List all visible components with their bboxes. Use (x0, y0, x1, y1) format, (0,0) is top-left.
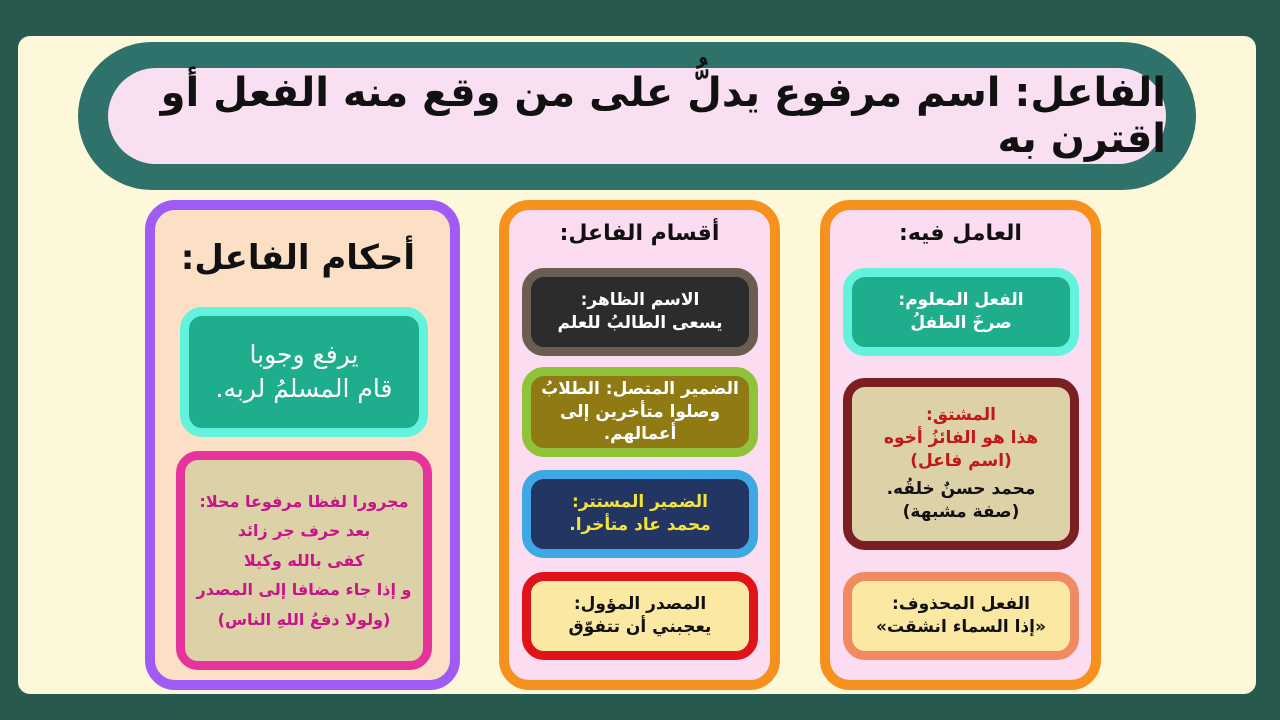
aqsam-explicit-noun-label: الاسم الظاهر: (580, 290, 700, 311)
ahkam-nominative-box (180, 307, 428, 437)
ahkam-genitive-example2: (ولولا دفعُ اللهِ الناس) (217, 609, 391, 629)
amil-omitted-verb-box (843, 572, 1079, 660)
aqsam-explicit-noun-example: يسعى الطالبُ للعلم (557, 313, 723, 333)
ahkam-genitive-example: كفى بالله وكيلا (243, 550, 365, 570)
aqsam-heading: أقسام الفاعل: (559, 221, 720, 246)
ahkam-genitive-rule: مجرورا لفظا مرفوعا محلا: (199, 491, 409, 511)
amil-omitted-verb-example: «إذا السماء انشقت» (876, 617, 1046, 637)
amil-omitted-verb-label: الفعل المحذوف: (892, 594, 1030, 615)
amil-known-verb-box (843, 268, 1079, 356)
aqsam-attached-pronoun-label: الضمير المتصل: الطلابُ (541, 378, 739, 399)
amil-derivative-note2: (صفة مشبهة) (902, 502, 1020, 523)
aqsam-interpreted-masdar-example: يعجبني أن تتفوّق (568, 617, 712, 637)
amil-known-verb-example: صرخَ الطفلُ (910, 313, 1012, 333)
aqsam-hidden-pronoun-example: محمد عاد متأخرا. (569, 515, 711, 535)
aqsam-hidden-pronoun-box (522, 470, 758, 558)
amil-derivative-box (843, 378, 1079, 550)
ahkam-genitive-box (176, 451, 432, 670)
page-title: الفاعل: اسم مرفوع يدلُّ على من وقع منه الفعل أو اقترن به (160, 70, 1166, 162)
amil-derivative-label: المشتق: (926, 404, 996, 425)
aqsam-explicit-noun-box (522, 268, 758, 356)
aqsam-hidden-pronoun-label: الضمير المستتر: (572, 492, 708, 513)
aqsam-attached-pronoun-example: وصلوا متأخرين إلى أعمالهم. (559, 401, 721, 445)
aqsam-interpreted-masdar-box (522, 572, 758, 660)
amil-derivative-example2: محمد حسنٌ خلقُه. (886, 479, 1036, 500)
ahkam-genitive-condition2: و إذا جاء مضافا إلى المصدر (196, 580, 412, 600)
amil-derivative-note: (اسم فاعل) (910, 450, 1012, 471)
ahkam-nominative-example: قام المسلمُ لربه. (215, 374, 393, 403)
ahkam-heading: أحكام الفاعل: (180, 238, 415, 278)
ahkam-genitive-condition: بعد حرف جر زائد (237, 521, 371, 541)
ahkam-nominative-rule: يرفع وجوبا (249, 340, 359, 370)
amil-heading: العامل فيه: (899, 221, 1022, 246)
amil-derivative-example: هذا هو الفائزُ أخوه (883, 427, 1039, 448)
title-banner (108, 68, 1166, 164)
aqsam-interpreted-masdar-label: المصدر المؤول: (573, 594, 707, 615)
aqsam-attached-pronoun-box (522, 367, 758, 457)
amil-known-verb-label: الفعل المعلوم: (898, 290, 1024, 311)
